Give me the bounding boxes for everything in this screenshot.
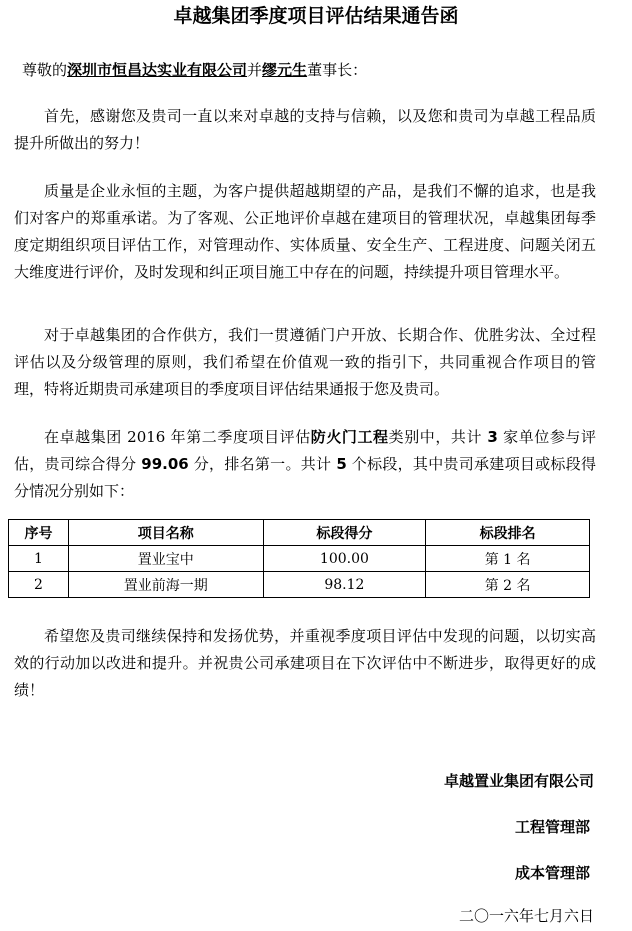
signature-date: 二〇一六年七月六日 <box>458 907 594 925</box>
salutation <box>22 60 367 80</box>
results-category: 防火门工程 <box>310 428 389 446</box>
paragraph-closing: 希望您及贵司继续保持和发扬优势，并重视季度项目评估中发现的问题，以切实高效的行动加以改进和提升。并祝贵公司承建项目在下次评估中不断进步，取得更好的成绩！ <box>14 627 596 699</box>
results-text-b: 类别中，共计 <box>388 428 488 446</box>
table-row <box>9 546 590 572</box>
signature-engineering-dept: 工程管理部 <box>514 818 590 836</box>
salutation-conj: 并 <box>247 61 263 79</box>
results-text-a: 在卓越集团 2016 年第二季度项目评估 <box>44 428 311 446</box>
table-header-row <box>9 520 590 546</box>
cell-section-score: 98.12 <box>263 572 426 598</box>
signature-cost-dept: 成本管理部 <box>514 864 590 882</box>
header-index: 序号 <box>9 520 69 546</box>
recipient-company: 深圳市恒昌达实业有限公司 <box>67 61 248 79</box>
table-row <box>9 572 590 598</box>
results-text-c: 家单位参与评估，贵司综合得分 <box>14 428 596 473</box>
paragraph-thanks: 首先，感谢您及贵司一直以来对卓越的支持与信赖，以及您和贵司为卓越工程品质提升所做出的努力！ <box>14 107 596 152</box>
score-table <box>8 519 590 598</box>
signature-company: 卓越置业集团有限公司 <box>443 772 594 790</box>
paragraph-results <box>14 424 596 505</box>
cell-section-rank: 第 1 名 <box>426 546 590 572</box>
recipient-person: 缪元生 <box>262 61 308 79</box>
header-section-score: 标段得分 <box>263 520 426 546</box>
results-units: 3 <box>487 428 498 446</box>
salutation-prefix: 尊敬的 <box>22 61 68 79</box>
cell-index: 1 <box>9 546 69 572</box>
results-score: 99.06 <box>141 455 189 473</box>
header-section-rank: 标段排名 <box>426 520 590 546</box>
paragraph-quality: 质量是企业永恒的主题，为客户提供超越期望的产品，是我们不懈的追求，也是我们对客户的郑重承诺。为了客观、公正地评价卓越在建项目的管理状况，卓越集团每季度定期组织项目评估工作，对管理动作、实体质量、安全生产、工程进度、问题关闭五大维度进行评价，及时发现和纠正项目施工中存在的问题，持续提升项目管理水平。 <box>14 182 596 281</box>
cell-project-name: 置业宝中 <box>68 546 263 572</box>
letter-title: 卓越集团季度项目评估结果通告函 <box>173 5 459 27</box>
header-project-name: 项目名称 <box>68 520 263 546</box>
results-sections: 5 <box>336 455 347 473</box>
cell-section-rank: 第 2 名 <box>426 572 590 598</box>
results-text-d: 分，排名第一。共计 <box>188 455 337 473</box>
paragraph-partners: 对于卓越集团的合作供方，我们一贯遵循门户开放、长期合作、优胜劣汰、全过程评估以及分级管理的原则，我们希望在价值观一致的指引下，共同重视合作项目的管理，特将近期贵司承建项目的季度项目评估结果通报于您及贵司。 <box>14 326 596 398</box>
cell-index: 2 <box>9 572 69 598</box>
results-text-e: 个标段，其中贵司承建项目或标段得分情况分别如下： <box>14 455 596 500</box>
cell-project-name: 置业前海一期 <box>68 572 263 598</box>
cell-section-score: 100.00 <box>263 546 426 572</box>
salutation-suffix: 董事长： <box>307 61 368 79</box>
